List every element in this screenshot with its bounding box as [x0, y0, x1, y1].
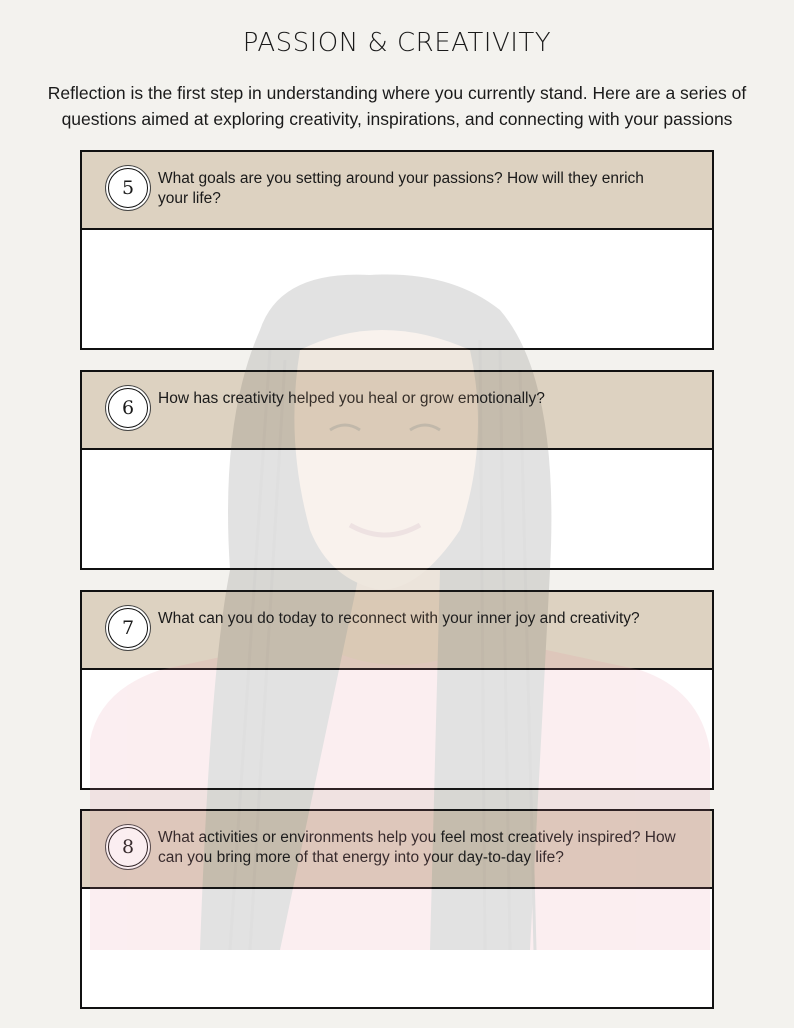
- page-title: PASSION & CREATIVITY: [242, 28, 552, 58]
- answer-area[interactable]: [82, 670, 712, 788]
- answer-area[interactable]: [82, 889, 712, 1007]
- question-box-7: [80, 590, 714, 790]
- answer-area[interactable]: [82, 230, 712, 348]
- question-header: [82, 592, 712, 670]
- intro-text: Reflection is the first step in understanding where you currently stand. Here are a series of questions aimed at exploring creativity, inspirations, and connecting with your passions: [47, 83, 747, 129]
- question-text: What activities or environments help you feel most creatively inspired? How can you bring more of that energy into your day-to-day life?: [158, 829, 676, 866]
- question-text: How has creativity helped you heal or grow emotionally?: [158, 390, 545, 407]
- question-header: [82, 152, 712, 230]
- question-text: What can you do today to reconnect with your inner joy and creativity?: [158, 610, 640, 627]
- question-number-badge: 5: [108, 168, 148, 208]
- question-number-badge: 8: [108, 827, 148, 867]
- question-text: What goals are you setting around your passions? How will they enrich your life?: [158, 170, 644, 207]
- question-box-6: [80, 370, 714, 570]
- question-number-badge: 6: [108, 388, 148, 428]
- question-number-badge: 7: [108, 608, 148, 648]
- question-box-5: [80, 150, 714, 350]
- question-header: [82, 372, 712, 450]
- question-box-8: [80, 809, 714, 1009]
- answer-area[interactable]: [82, 450, 712, 568]
- question-header: [82, 811, 712, 889]
